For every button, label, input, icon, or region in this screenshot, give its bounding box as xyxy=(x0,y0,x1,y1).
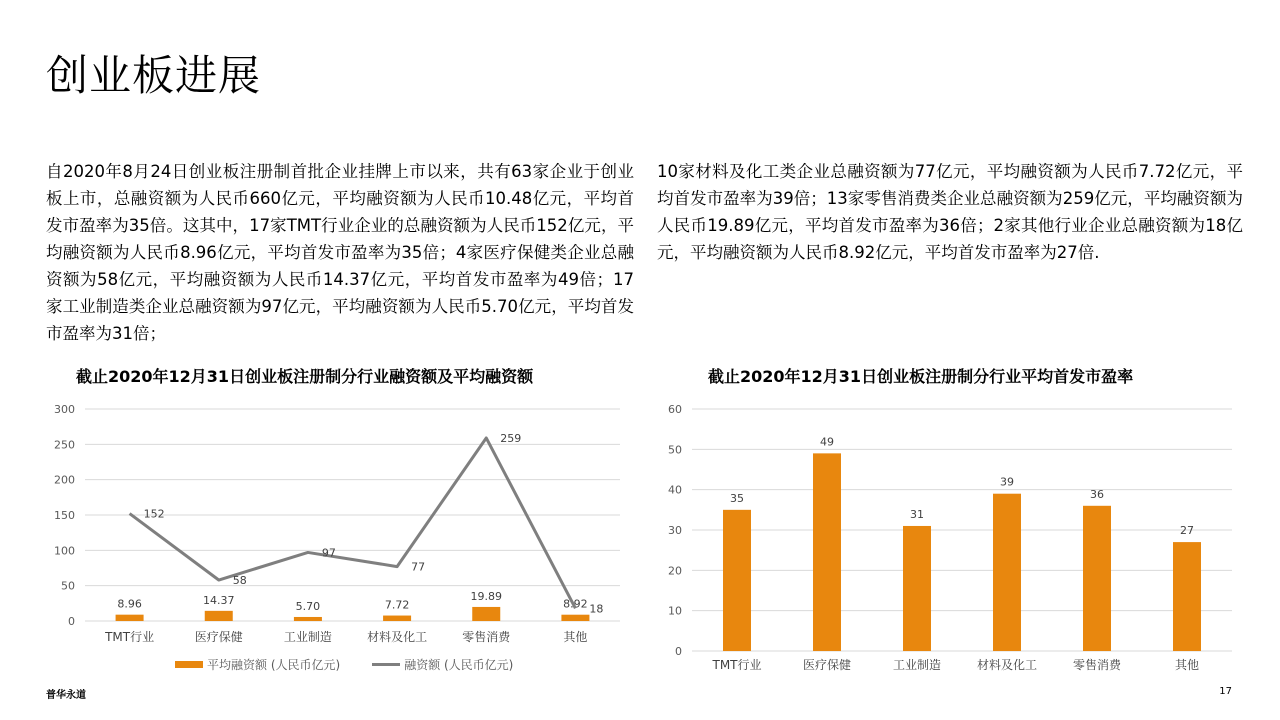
chart-title-financing: 截止2020年12月31日创业板注册制分行业融资额及平均融资额 xyxy=(76,367,534,386)
page-title: 创业板进展 xyxy=(46,51,262,100)
bar-avg-financing xyxy=(472,607,500,621)
chart-title-pe: 截止2020年12月31日创业板注册制分行业平均首发市盈率 xyxy=(708,367,1134,386)
line-data-label: 77 xyxy=(411,560,426,574)
y-tick-label: 20 xyxy=(668,564,682,578)
bar-pe-ratio xyxy=(1173,542,1201,651)
legend-line-swatch xyxy=(372,663,400,666)
pe-bar-chart xyxy=(640,395,1280,685)
bar-avg-financing xyxy=(116,615,144,621)
x-category-label: 医疗保健 xyxy=(802,658,852,672)
bar-data-label: 5.70 xyxy=(295,599,321,613)
bar-data-label: 8.92 xyxy=(563,597,588,611)
left-paragraph: 自2020年8月24日创业板注册制首批企业挂牌上市以来，共有63家企业于创业板上市，总融资额为人民币660亿元，平均融资额为人民币10.48亿元，平均首发市盈率为35倍。这其中，17家TMT行业企业的总融资额为人民币152亿元，平均融资额为人民币8.96亿元，平均首发市盈率为35倍；4家医疗保健类企业总融资额为58亿元，平均融资额为人民币14.37亿元，平均首发市盈率为49倍；17家工业制造类企业总融资额为97亿元，平均融资额为人民币5.70亿元，平均首发市盈率为31倍； xyxy=(46,162,634,343)
y-tick-label: 50 xyxy=(668,443,682,457)
x-category-label: 材料及化工 xyxy=(367,630,428,644)
y-tick-label: 0 xyxy=(68,615,75,628)
x-category-label: TMT行业 xyxy=(105,630,155,644)
legend-bar-swatch xyxy=(175,661,203,668)
legend-bar-label: 平均融资额 (人民币亿元) xyxy=(207,658,341,672)
x-category-label: 医疗保健 xyxy=(194,630,243,644)
line-total-financing xyxy=(130,438,576,608)
y-tick-label: 10 xyxy=(668,604,682,618)
bar-data-label: 8.96 xyxy=(117,597,142,611)
y-tick-label: 60 xyxy=(668,403,682,416)
bar-pe-ratio xyxy=(813,453,841,651)
bar-avg-financing xyxy=(294,617,322,621)
bar-pe-ratio xyxy=(1083,506,1111,651)
x-category-label: 零售消费 xyxy=(1072,658,1122,672)
x-category-label: 材料及化工 xyxy=(976,658,1038,672)
page-number: 17 xyxy=(1219,686,1232,697)
x-category-label: 零售消费 xyxy=(462,630,511,644)
bar-avg-financing xyxy=(205,611,233,621)
line-data-label: 97 xyxy=(321,546,336,560)
bar-data-label: 7.72 xyxy=(384,598,410,612)
legend-line-label: 融资额 (人民币亿元) xyxy=(404,658,514,672)
x-category-label: 工业制造 xyxy=(892,658,942,672)
bar-data-label: 39 xyxy=(1000,475,1014,489)
y-tick-label: 300 xyxy=(54,403,75,416)
y-tick-label: 50 xyxy=(61,579,75,593)
line-data-label: 152 xyxy=(143,507,165,521)
y-tick-label: 100 xyxy=(54,544,75,558)
x-category-label: TMT行业 xyxy=(712,658,762,672)
x-category-label: 其他 xyxy=(563,630,588,644)
y-tick-label: 200 xyxy=(54,473,75,487)
bar-data-label: 36 xyxy=(1090,487,1104,501)
y-tick-label: 40 xyxy=(668,483,682,497)
right-paragraph: 10家材料及化工类企业总融资额为77亿元，平均融资额为人民币7.72亿元，平均首发市盈率为39倍；13家零售消费类企业总融资额为259亿元，平均融资额为人民币19.89亿元，平均首发市盈率为36倍；2家其他行业企业总融资额为18亿元，平均融资额为人民币8.92亿元，平均首发市盈率为27倍. xyxy=(657,162,1243,262)
line-data-label: 18 xyxy=(589,602,604,616)
bar-avg-financing xyxy=(561,615,589,621)
y-tick-label: 250 xyxy=(54,438,75,452)
x-category-label: 其他 xyxy=(1174,658,1200,672)
x-category-label: 工业制造 xyxy=(283,630,332,644)
chart-legend xyxy=(175,656,513,673)
bar-data-label: 35 xyxy=(730,491,744,505)
footer-brand: 普华永道 xyxy=(46,690,86,701)
bar-pe-ratio xyxy=(723,510,751,651)
bar-pe-ratio xyxy=(903,526,931,651)
line-data-label: 259 xyxy=(500,431,522,445)
y-tick-label: 150 xyxy=(54,509,75,522)
y-tick-label: 30 xyxy=(668,524,682,537)
financing-combo-chart xyxy=(0,395,640,675)
bar-data-label: 19.89 xyxy=(470,589,502,603)
bar-data-label: 14.37 xyxy=(203,593,235,607)
bar-pe-ratio xyxy=(993,494,1021,651)
bar-avg-financing xyxy=(383,616,411,621)
line-data-label: 58 xyxy=(232,574,247,588)
y-tick-label: 0 xyxy=(675,645,682,658)
bar-data-label: 27 xyxy=(1180,524,1194,538)
bar-data-label: 49 xyxy=(820,435,834,449)
bar-data-label: 31 xyxy=(910,507,924,521)
